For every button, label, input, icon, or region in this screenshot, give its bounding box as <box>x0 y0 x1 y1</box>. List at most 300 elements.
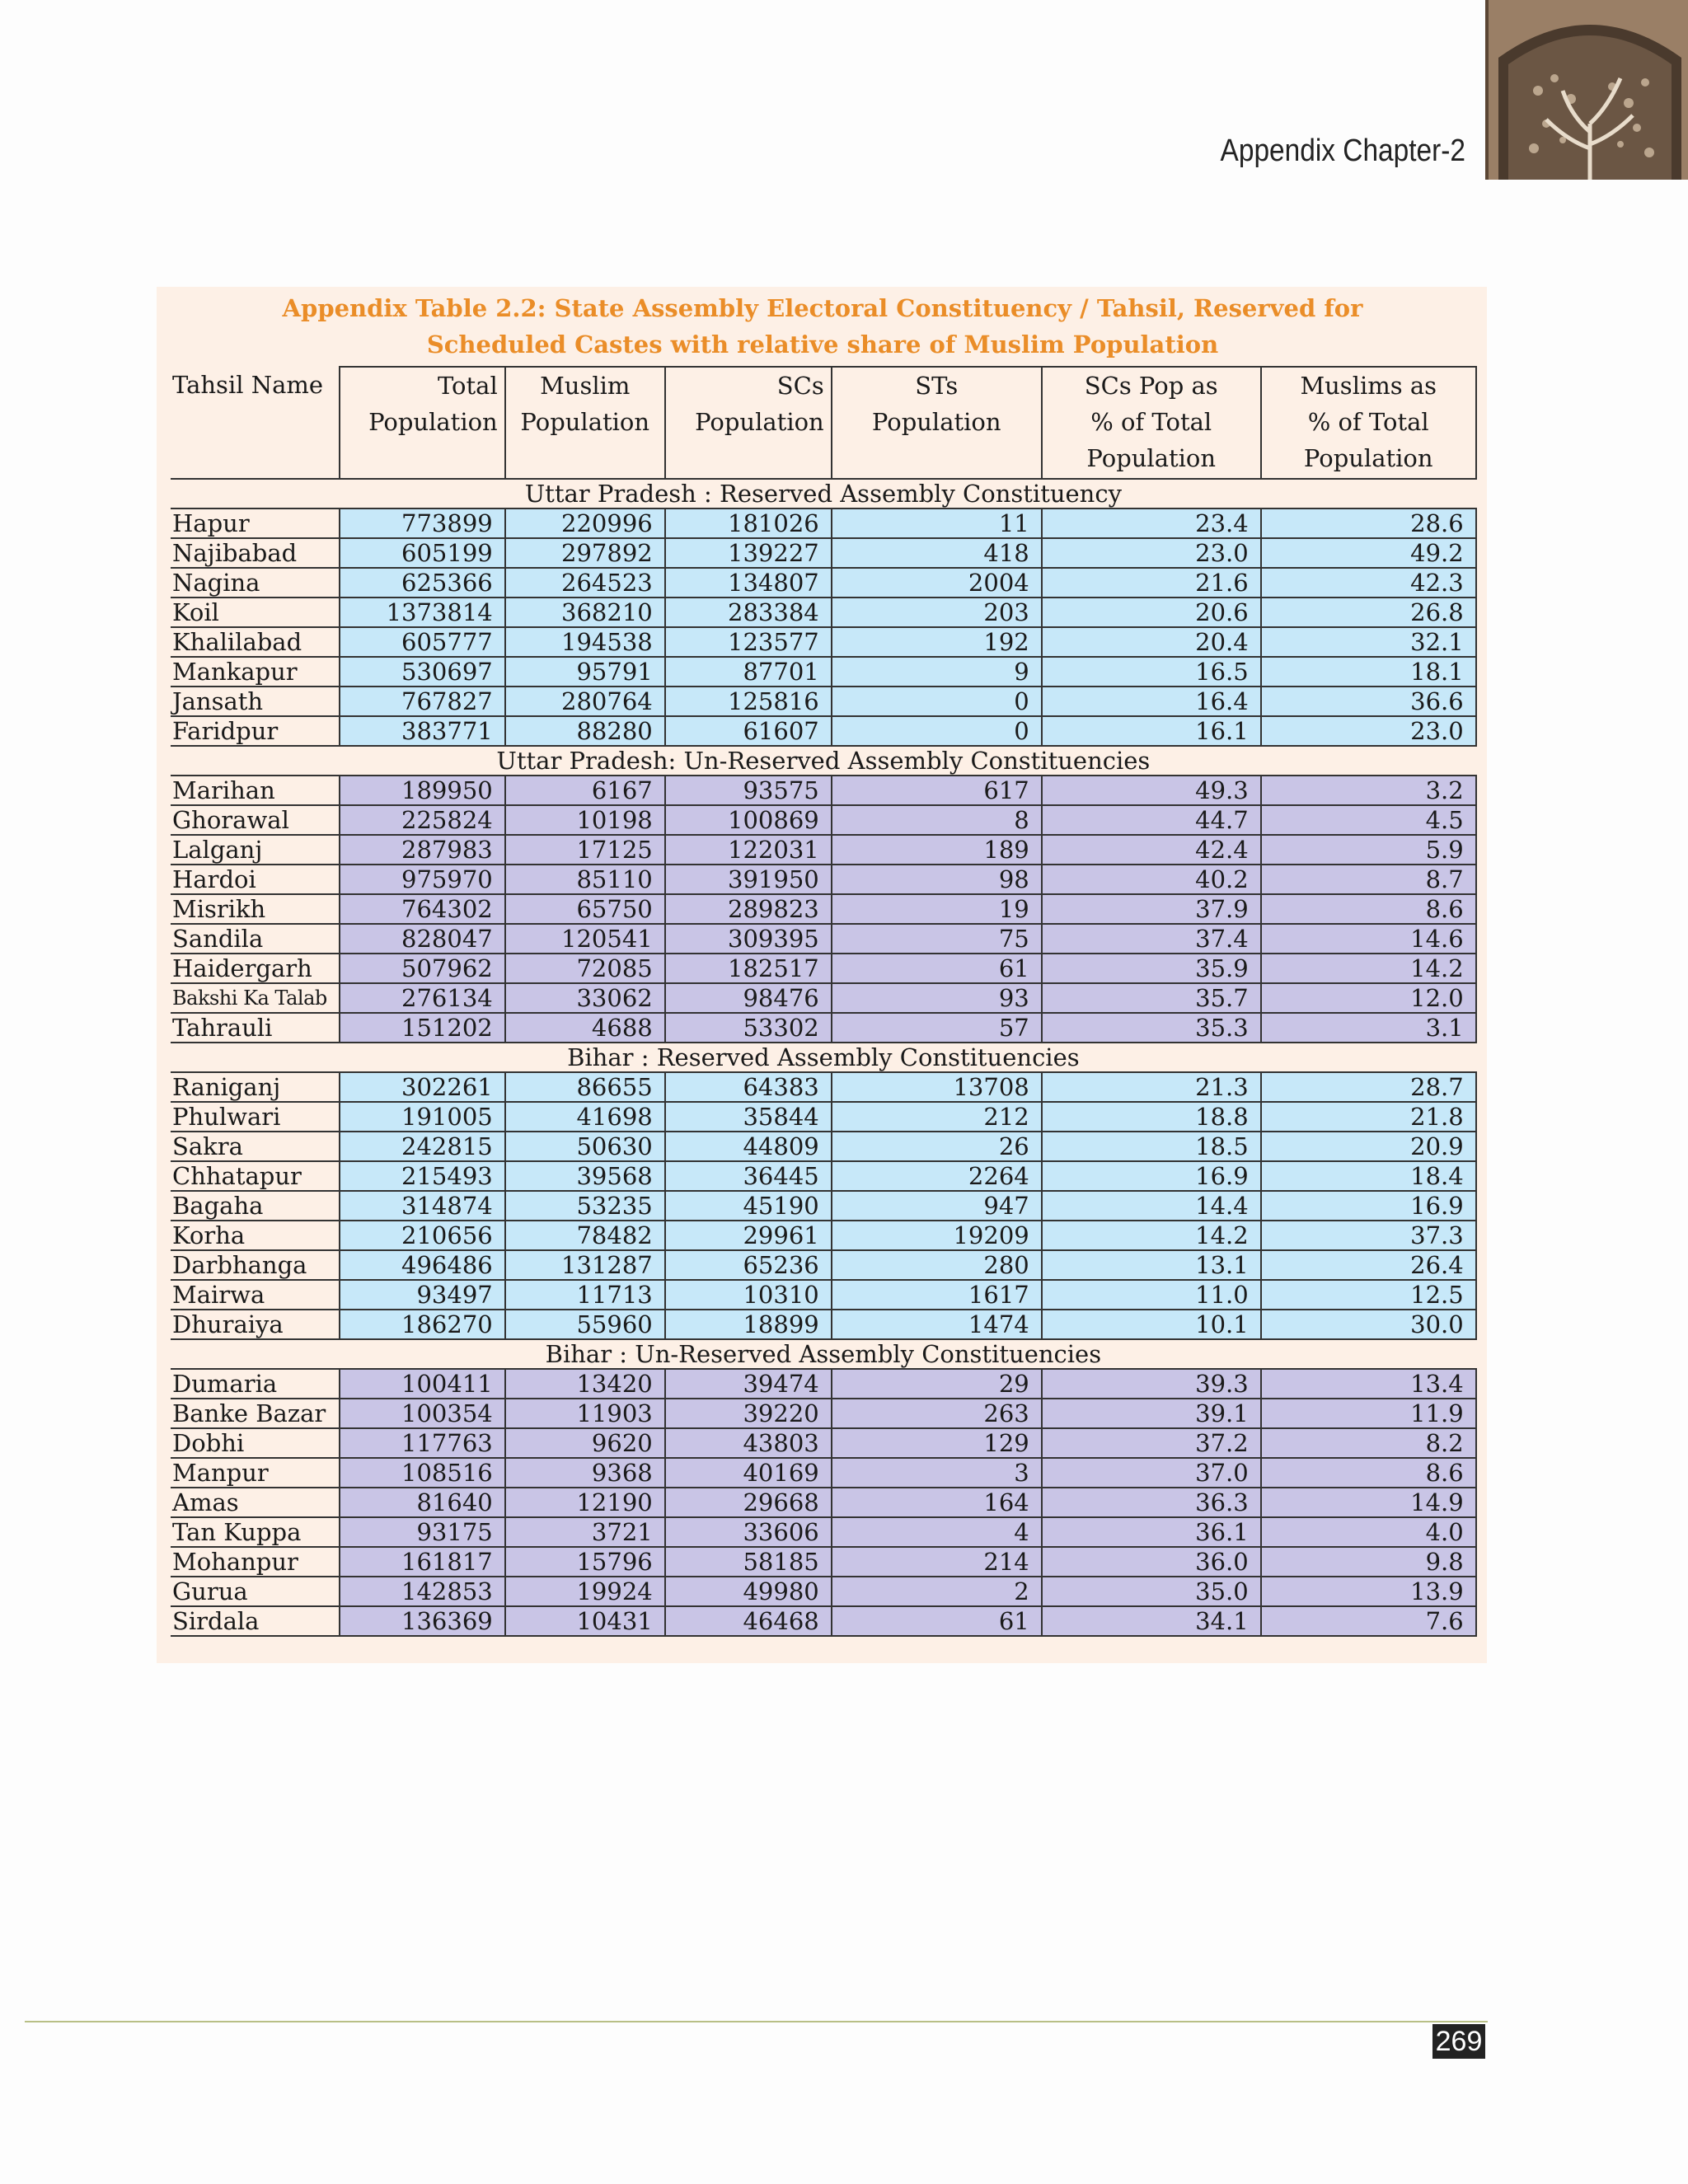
scs-percent-cell: 42.4 <box>1042 835 1261 865</box>
column-header-total-population <box>340 367 505 479</box>
sts-population-cell: 203 <box>832 598 1042 627</box>
tahsil-name-cell: Phulwari <box>171 1102 340 1132</box>
scs-population-cell: 123577 <box>665 627 832 657</box>
scs-percent-cell: 20.6 <box>1042 598 1261 627</box>
muslim-population-cell: 55960 <box>505 1310 665 1339</box>
sts-population-cell: 947 <box>832 1191 1042 1221</box>
muslim-population-cell: 41698 <box>505 1102 665 1132</box>
sts-population-cell: 129 <box>832 1428 1042 1458</box>
section-title: Bihar : Un-Reserved Assembly Constituencies <box>171 1339 1476 1369</box>
tahsil-name-cell: Chhatapur <box>171 1161 340 1191</box>
scs-percent-cell: 34.1 <box>1042 1606 1261 1636</box>
footer-rule <box>25 2021 1488 2022</box>
column-header-line: % of Total <box>1090 408 1212 436</box>
sts-population-cell: 189 <box>832 835 1042 865</box>
column-header-line: Muslims as <box>1300 372 1437 400</box>
total-population-cell: 625366 <box>340 568 505 598</box>
sts-population-cell: 2004 <box>832 568 1042 598</box>
table-row <box>171 598 1476 627</box>
tahsil-name-cell: Mairwa <box>171 1280 340 1310</box>
sts-population-cell: 2 <box>832 1577 1042 1606</box>
table-row <box>171 1072 1476 1102</box>
muslims-percent-cell: 21.8 <box>1261 1102 1476 1132</box>
column-header-line: Population <box>368 408 498 436</box>
muslims-percent-cell: 14.9 <box>1261 1488 1476 1517</box>
muslim-population-cell: 17125 <box>505 835 665 865</box>
table-row <box>171 835 1476 865</box>
total-population-cell: 773899 <box>340 509 505 538</box>
total-population-cell: 287983 <box>340 835 505 865</box>
table-section <box>171 1339 1476 1636</box>
total-population-cell: 530697 <box>340 657 505 687</box>
muslim-population-cell: 11903 <box>505 1399 665 1428</box>
muslim-population-cell: 9620 <box>505 1428 665 1458</box>
muslim-population-cell: 4688 <box>505 1013 665 1043</box>
muslims-percent-cell: 7.6 <box>1261 1606 1476 1636</box>
scs-percent-cell: 39.1 <box>1042 1399 1261 1428</box>
table-row <box>171 1369 1476 1399</box>
tahsil-name-cell: Bakshi Ka Talab <box>171 983 340 1013</box>
total-population-cell: 605777 <box>340 627 505 657</box>
table-row <box>171 687 1476 716</box>
tahsil-name-cell: Manpur <box>171 1458 340 1488</box>
muslims-percent-cell: 12.0 <box>1261 983 1476 1013</box>
column-header-line: Population <box>1303 444 1433 472</box>
section-title: Bihar : Reserved Assembly Constituencies <box>171 1043 1476 1072</box>
scs-population-cell: 46468 <box>665 1606 832 1636</box>
column-header-sts-population <box>832 367 1042 479</box>
tahsil-name-cell: Dobhi <box>171 1428 340 1458</box>
table-row <box>171 1577 1476 1606</box>
sts-population-cell: 9 <box>832 657 1042 687</box>
table-row <box>171 776 1476 805</box>
sts-population-cell: 19209 <box>832 1221 1042 1250</box>
scs-percent-cell: 10.1 <box>1042 1310 1261 1339</box>
scs-population-cell: 18899 <box>665 1310 832 1339</box>
table-row <box>171 1191 1476 1221</box>
scs-percent-cell: 40.2 <box>1042 865 1261 894</box>
tahsil-name-cell: Sirdala <box>171 1606 340 1636</box>
total-population-cell: 383771 <box>340 716 505 746</box>
section-title: Uttar Pradesh : Reserved Assembly Constituency <box>171 479 1476 509</box>
column-header-tahsil-name <box>171 367 340 479</box>
scs-population-cell: 309395 <box>665 924 832 954</box>
table-row <box>171 716 1476 746</box>
column-header-line: Population <box>1086 444 1217 472</box>
scs-population-cell: 43803 <box>665 1428 832 1458</box>
muslim-population-cell: 65750 <box>505 894 665 924</box>
scs-percent-cell: 37.9 <box>1042 894 1261 924</box>
column-header-line: Population <box>871 408 1001 436</box>
muslim-population-cell: 53235 <box>505 1191 665 1221</box>
total-population-cell: 215493 <box>340 1161 505 1191</box>
column-header-scs-percent <box>1042 367 1261 479</box>
tahsil-name-cell: Lalganj <box>171 835 340 865</box>
total-population-cell: 225824 <box>340 805 505 835</box>
tahsil-name-cell: Khalilabad <box>171 627 340 657</box>
scs-percent-cell: 20.4 <box>1042 627 1261 657</box>
tahsil-name-cell: Darbhanga <box>171 1250 340 1280</box>
table-row <box>171 1488 1476 1517</box>
scs-population-cell: 53302 <box>665 1013 832 1043</box>
scs-population-cell: 98476 <box>665 983 832 1013</box>
muslim-population-cell: 86655 <box>505 1072 665 1102</box>
muslim-population-cell: 15796 <box>505 1547 665 1577</box>
tahsil-name-cell: Faridpur <box>171 716 340 746</box>
muslim-population-cell: 72085 <box>505 954 665 983</box>
page-number: 269 <box>1432 2024 1485 2059</box>
muslims-percent-cell: 20.9 <box>1261 1132 1476 1161</box>
muslims-percent-cell: 13.4 <box>1261 1369 1476 1399</box>
table-row <box>171 1250 1476 1280</box>
section-title: Uttar Pradesh: Un-Reserved Assembly Constituencies <box>171 746 1476 776</box>
muslim-population-cell: 297892 <box>505 538 665 568</box>
muslim-population-cell: 9368 <box>505 1458 665 1488</box>
tahsil-name-cell: Marihan <box>171 776 340 805</box>
column-header-line: STs <box>915 372 959 400</box>
scs-percent-cell: 23.0 <box>1042 538 1261 568</box>
muslims-percent-cell: 30.0 <box>1261 1310 1476 1339</box>
table-row <box>171 1102 1476 1132</box>
muslim-population-cell: 264523 <box>505 568 665 598</box>
table-row <box>171 1161 1476 1191</box>
total-population-cell: 100354 <box>340 1399 505 1428</box>
total-population-cell: 191005 <box>340 1102 505 1132</box>
table-section <box>171 746 1476 1043</box>
scs-population-cell: 64383 <box>665 1072 832 1102</box>
muslim-population-cell: 6167 <box>505 776 665 805</box>
muslims-percent-cell: 16.9 <box>1261 1191 1476 1221</box>
total-population-cell: 151202 <box>340 1013 505 1043</box>
scs-population-cell: 139227 <box>665 538 832 568</box>
total-population-cell: 142853 <box>340 1577 505 1606</box>
muslim-population-cell: 220996 <box>505 509 665 538</box>
chapter-label: Appendix Chapter-2 <box>1220 134 1465 168</box>
section-header-row <box>171 1339 1476 1369</box>
muslims-percent-cell: 12.5 <box>1261 1280 1476 1310</box>
muslim-population-cell: 78482 <box>505 1221 665 1250</box>
scs-percent-cell: 36.1 <box>1042 1517 1261 1547</box>
muslim-population-cell: 194538 <box>505 627 665 657</box>
scs-percent-cell: 36.3 <box>1042 1488 1261 1517</box>
scs-population-cell: 29668 <box>665 1488 832 1517</box>
tahsil-name-cell: Tan Kuppa <box>171 1517 340 1547</box>
column-header-line: % of Total <box>1307 408 1429 436</box>
total-population-cell: 764302 <box>340 894 505 924</box>
scs-population-cell: 10310 <box>665 1280 832 1310</box>
scs-percent-cell: 16.1 <box>1042 716 1261 746</box>
sts-population-cell: 13708 <box>832 1072 1042 1102</box>
table-title-line-2: Scheduled Castes with relative share of Muslim Population <box>426 330 1219 359</box>
sts-population-cell: 280 <box>832 1250 1042 1280</box>
column-header-line: Population <box>695 408 824 436</box>
scs-population-cell: 65236 <box>665 1250 832 1280</box>
muslim-population-cell: 33062 <box>505 983 665 1013</box>
scs-population-cell: 39220 <box>665 1399 832 1428</box>
muslims-percent-cell: 5.9 <box>1261 835 1476 865</box>
tahsil-name-cell: Najibabad <box>171 538 340 568</box>
muslims-percent-cell: 18.4 <box>1261 1161 1476 1191</box>
scs-population-cell: 39474 <box>665 1369 832 1399</box>
muslims-percent-cell: 23.0 <box>1261 716 1476 746</box>
scs-population-cell: 181026 <box>665 509 832 538</box>
total-population-cell: 93175 <box>340 1517 505 1547</box>
total-population-cell: 605199 <box>340 538 505 568</box>
scs-percent-cell: 14.4 <box>1042 1191 1261 1221</box>
muslim-population-cell: 13420 <box>505 1369 665 1399</box>
tahsil-name-cell: Amas <box>171 1488 340 1517</box>
muslim-population-cell: 50630 <box>505 1132 665 1161</box>
sts-population-cell: 418 <box>832 538 1042 568</box>
column-header-line: Total <box>437 372 498 400</box>
tahsil-name-cell: Dumaria <box>171 1369 340 1399</box>
scs-percent-cell: 49.3 <box>1042 776 1261 805</box>
scs-population-cell: 125816 <box>665 687 832 716</box>
table-row <box>171 657 1476 687</box>
table-row <box>171 1310 1476 1339</box>
muslims-percent-cell: 3.2 <box>1261 776 1476 805</box>
table-row <box>171 1458 1476 1488</box>
muslim-population-cell: 10431 <box>505 1606 665 1636</box>
scs-percent-cell: 16.4 <box>1042 687 1261 716</box>
column-header-line: SCs Pop as <box>1084 372 1218 400</box>
total-population-cell: 186270 <box>340 1310 505 1339</box>
sts-population-cell: 93 <box>832 983 1042 1013</box>
scs-percent-cell: 37.4 <box>1042 924 1261 954</box>
scs-percent-cell: 21.6 <box>1042 568 1261 598</box>
sts-population-cell: 617 <box>832 776 1042 805</box>
total-population-cell: 507962 <box>340 954 505 983</box>
data-table <box>171 366 1477 1637</box>
table-row <box>171 1399 1476 1428</box>
sts-population-cell: 75 <box>832 924 1042 954</box>
muslim-population-cell: 131287 <box>505 1250 665 1280</box>
tahsil-name-cell: Mankapur <box>171 657 340 687</box>
sts-population-cell: 164 <box>832 1488 1042 1517</box>
table-row <box>171 1280 1476 1310</box>
table-row <box>171 924 1476 954</box>
scs-percent-cell: 18.5 <box>1042 1132 1261 1161</box>
table-row <box>171 568 1476 598</box>
sts-population-cell: 57 <box>832 1013 1042 1043</box>
muslim-population-cell: 12190 <box>505 1488 665 1517</box>
section-header-row <box>171 1043 1476 1072</box>
muslims-percent-cell: 8.7 <box>1261 865 1476 894</box>
scs-population-cell: 87701 <box>665 657 832 687</box>
sts-population-cell: 29 <box>832 1369 1042 1399</box>
muslims-percent-cell: 3.1 <box>1261 1013 1476 1043</box>
table-row <box>171 1221 1476 1250</box>
muslims-percent-cell: 13.9 <box>1261 1577 1476 1606</box>
sts-population-cell: 4 <box>832 1517 1042 1547</box>
sts-population-cell: 8 <box>832 805 1042 835</box>
muslim-population-cell: 3721 <box>505 1517 665 1547</box>
table-row <box>171 1547 1476 1577</box>
column-header-line: Tahsil Name <box>172 371 324 399</box>
tahsil-name-cell: Banke Bazar <box>171 1399 340 1428</box>
muslim-population-cell: 95791 <box>505 657 665 687</box>
table-row <box>171 627 1476 657</box>
scs-population-cell: 93575 <box>665 776 832 805</box>
scs-population-cell: 122031 <box>665 835 832 865</box>
corner-decorative-image <box>1485 0 1688 180</box>
section-header-row <box>171 479 1476 509</box>
tahsil-name-cell: Haidergarh <box>171 954 340 983</box>
scs-population-cell: 44809 <box>665 1132 832 1161</box>
tahsil-name-cell: Koil <box>171 598 340 627</box>
scs-percent-cell: 37.0 <box>1042 1458 1261 1488</box>
tahsil-name-cell: Gurua <box>171 1577 340 1606</box>
tahsil-name-cell: Korha <box>171 1221 340 1250</box>
sts-population-cell: 98 <box>832 865 1042 894</box>
muslim-population-cell: 11713 <box>505 1280 665 1310</box>
tahsil-name-cell: Mohanpur <box>171 1547 340 1577</box>
tahsil-name-cell: Dhuraiya <box>171 1310 340 1339</box>
scs-percent-cell: 37.2 <box>1042 1428 1261 1458</box>
muslim-population-cell: 120541 <box>505 924 665 954</box>
sts-population-cell: 19 <box>832 894 1042 924</box>
muslims-percent-cell: 18.1 <box>1261 657 1476 687</box>
muslims-percent-cell: 28.6 <box>1261 509 1476 538</box>
tahsil-name-cell: Tahrauli <box>171 1013 340 1043</box>
total-population-cell: 276134 <box>340 983 505 1013</box>
total-population-cell: 189950 <box>340 776 505 805</box>
sts-population-cell: 26 <box>832 1132 1042 1161</box>
tahsil-name-cell: Sandila <box>171 924 340 954</box>
scs-percent-cell: 11.0 <box>1042 1280 1261 1310</box>
scs-percent-cell: 16.9 <box>1042 1161 1261 1191</box>
sts-population-cell: 3 <box>832 1458 1042 1488</box>
sts-population-cell: 11 <box>832 509 1042 538</box>
scs-percent-cell: 16.5 <box>1042 657 1261 687</box>
table-row <box>171 538 1476 568</box>
total-population-cell: 108516 <box>340 1458 505 1488</box>
muslims-percent-cell: 8.6 <box>1261 894 1476 924</box>
tahsil-name-cell: Bagaha <box>171 1191 340 1221</box>
muslim-population-cell: 19924 <box>505 1577 665 1606</box>
table-section <box>171 1043 1476 1339</box>
scs-population-cell: 45190 <box>665 1191 832 1221</box>
tahsil-name-cell: Misrikh <box>171 894 340 924</box>
total-population-cell: 314874 <box>340 1191 505 1221</box>
table-row <box>171 805 1476 835</box>
column-header-line: SCs <box>776 372 824 400</box>
total-population-cell: 93497 <box>340 1280 505 1310</box>
muslims-percent-cell: 14.2 <box>1261 954 1476 983</box>
sts-population-cell: 0 <box>832 687 1042 716</box>
muslims-percent-cell: 36.6 <box>1261 687 1476 716</box>
tahsil-name-cell: Raniganj <box>171 1072 340 1102</box>
sts-population-cell: 2264 <box>832 1161 1042 1191</box>
scs-population-cell: 40169 <box>665 1458 832 1488</box>
total-population-cell: 1373814 <box>340 598 505 627</box>
scs-population-cell: 33606 <box>665 1517 832 1547</box>
scs-population-cell: 35844 <box>665 1102 832 1132</box>
scs-population-cell: 283384 <box>665 598 832 627</box>
table-row <box>171 954 1476 983</box>
total-population-cell: 828047 <box>340 924 505 954</box>
scs-population-cell: 134807 <box>665 568 832 598</box>
column-header-line: Muslim <box>540 372 631 400</box>
muslims-percent-cell: 4.0 <box>1261 1517 1476 1547</box>
column-header-line: Population <box>520 408 650 436</box>
table-row <box>171 1013 1476 1043</box>
tahsil-name-cell: Jansath <box>171 687 340 716</box>
total-population-cell: 767827 <box>340 687 505 716</box>
scs-population-cell: 58185 <box>665 1547 832 1577</box>
tahsil-name-cell: Hardoi <box>171 865 340 894</box>
section-header-row <box>171 746 1476 776</box>
scs-population-cell: 391950 <box>665 865 832 894</box>
muslim-population-cell: 10198 <box>505 805 665 835</box>
muslims-percent-cell: 8.6 <box>1261 1458 1476 1488</box>
muslim-population-cell: 39568 <box>505 1161 665 1191</box>
muslims-percent-cell: 8.2 <box>1261 1428 1476 1458</box>
muslim-population-cell: 368210 <box>505 598 665 627</box>
muslim-population-cell: 85110 <box>505 865 665 894</box>
scs-population-cell: 36445 <box>665 1161 832 1191</box>
scs-population-cell: 29961 <box>665 1221 832 1250</box>
scs-percent-cell: 35.0 <box>1042 1577 1261 1606</box>
scs-population-cell: 182517 <box>665 954 832 983</box>
scs-population-cell: 49980 <box>665 1577 832 1606</box>
tahsil-name-cell: Sakra <box>171 1132 340 1161</box>
table-row <box>171 1606 1476 1636</box>
scs-percent-cell: 18.8 <box>1042 1102 1261 1132</box>
total-population-cell: 975970 <box>340 865 505 894</box>
muslims-percent-cell: 4.5 <box>1261 805 1476 835</box>
scs-percent-cell: 35.9 <box>1042 954 1261 983</box>
total-population-cell: 136369 <box>340 1606 505 1636</box>
table-header-row <box>171 367 1476 479</box>
muslims-percent-cell: 37.3 <box>1261 1221 1476 1250</box>
sts-population-cell: 263 <box>832 1399 1042 1428</box>
table-section <box>171 479 1476 746</box>
total-population-cell: 117763 <box>340 1428 505 1458</box>
scs-percent-cell: 36.0 <box>1042 1547 1261 1577</box>
tahsil-name-cell: Ghorawal <box>171 805 340 835</box>
total-population-cell: 210656 <box>340 1221 505 1250</box>
muslims-percent-cell: 26.8 <box>1261 598 1476 627</box>
table-row <box>171 1517 1476 1547</box>
total-population-cell: 81640 <box>340 1488 505 1517</box>
muslims-percent-cell: 49.2 <box>1261 538 1476 568</box>
total-population-cell: 302261 <box>340 1072 505 1102</box>
table-row <box>171 1132 1476 1161</box>
muslims-percent-cell: 42.3 <box>1261 568 1476 598</box>
table-row <box>171 865 1476 894</box>
table-title <box>247 290 1398 363</box>
sts-population-cell: 61 <box>832 954 1042 983</box>
muslims-percent-cell: 28.7 <box>1261 1072 1476 1102</box>
muslim-population-cell: 88280 <box>505 716 665 746</box>
muslims-percent-cell: 11.9 <box>1261 1399 1476 1428</box>
scs-percent-cell: 35.3 <box>1042 1013 1261 1043</box>
column-header-muslim-population <box>505 367 665 479</box>
total-population-cell: 242815 <box>340 1132 505 1161</box>
muslim-population-cell: 280764 <box>505 687 665 716</box>
scs-percent-cell: 13.1 <box>1042 1250 1261 1280</box>
column-header-scs-population <box>665 367 832 479</box>
table-row <box>171 983 1476 1013</box>
sts-population-cell: 1474 <box>832 1310 1042 1339</box>
scs-population-cell: 61607 <box>665 716 832 746</box>
muslims-percent-cell: 32.1 <box>1261 627 1476 657</box>
sts-population-cell: 0 <box>832 716 1042 746</box>
total-population-cell: 161817 <box>340 1547 505 1577</box>
table-row <box>171 509 1476 538</box>
muslims-percent-cell: 14.6 <box>1261 924 1476 954</box>
